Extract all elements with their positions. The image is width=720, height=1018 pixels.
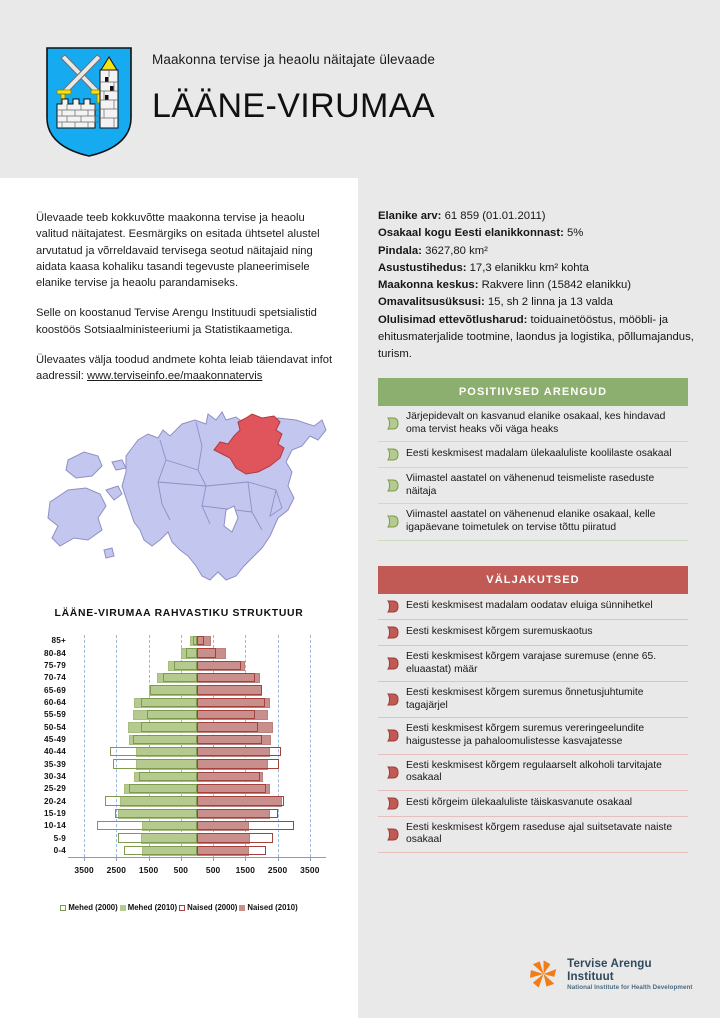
y-axis-tick-label: 60-64: [44, 697, 66, 707]
bar-men-2000: [141, 722, 197, 731]
legend-label: Mehed (2010): [127, 903, 178, 912]
y-axis-tick-label: 70-74: [44, 673, 66, 683]
fact-value: 17,3 elanikku km² kohta: [466, 261, 589, 274]
estonia-map: [30, 390, 360, 590]
list-item: [378, 620, 688, 646]
header-subtitle: Maakonna tervise ja heaolu näitajate ülevaade: [152, 52, 435, 67]
challenges-list: [378, 594, 688, 853]
list-item: [378, 594, 688, 620]
x-axis-tick: [149, 857, 150, 861]
bar-women-2000: [197, 772, 260, 781]
fact-label: Maakonna keskus:: [378, 279, 479, 292]
list-item-label: Eesti keskmisest kõrgem suremuskaotus: [406, 626, 593, 638]
bar-men-2000: [124, 846, 197, 855]
x-axis-tick: [213, 857, 214, 861]
fact-row: [378, 260, 700, 277]
fact-label: Asustustihedus:: [378, 261, 467, 274]
x-axis-tick: [181, 857, 182, 861]
bar-women-2000: [197, 710, 255, 719]
x-axis-tick-label: 2500: [267, 865, 288, 875]
tai-pinwheel-logo-icon: [528, 958, 559, 990]
fact-row: [378, 277, 700, 294]
list-item-label: Eesti keskmisest kõrgem raseduse ajal suitsetavate naiste osakaal: [406, 821, 673, 846]
red-arrow-bullet-icon: [378, 766, 406, 779]
list-item: [378, 406, 688, 442]
list-item-label: Eesti keskmisest kõrgem varajase suremuse (enne 65. eluaastat) määr: [406, 651, 657, 675]
intro-text-block: [36, 210, 336, 399]
fact-label: Olulisimad ettevõtlusharud:: [378, 313, 528, 326]
legend-item: [179, 903, 237, 912]
x-axis-tick-label: 1500: [138, 865, 159, 875]
y-axis-tick-label: 40-44: [44, 747, 66, 757]
list-item: [378, 646, 688, 682]
list-item-label: Eesti keskmisest madalam oodatav eluiga sünnihetkel: [406, 600, 653, 612]
list-item: [378, 718, 688, 754]
y-axis-tick-label: 15-19: [44, 808, 66, 818]
logo-name-en: National Institute for Health Development: [567, 984, 693, 991]
legend-swatch: [60, 905, 66, 911]
page-header: [0, 0, 720, 178]
red-arrow-bullet-icon: [378, 600, 406, 613]
bar-men-2000: [141, 698, 197, 707]
y-axis-tick-label: 80-84: [44, 648, 66, 658]
fact-value: 5%: [563, 227, 584, 240]
fact-label: Omavalitsusüksusi:: [378, 296, 485, 309]
bar-men-2000: [118, 833, 197, 842]
fact-value: 61 859 (01.01.2011): [441, 210, 546, 222]
red-arrow-bullet-icon: [378, 693, 406, 706]
legend-item: [239, 903, 297, 912]
green-arrow-bullet-icon: [378, 515, 406, 528]
x-axis-tick-label: 500: [205, 865, 221, 875]
chart-legend: [22, 897, 336, 915]
chart-y-axis-labels: [22, 635, 66, 857]
bar-women-2000: [197, 809, 278, 818]
footer-logo: [528, 957, 698, 995]
intro-paragraph-3: [36, 352, 336, 385]
list-item: [378, 504, 688, 540]
estonia-counties-map-icon: [30, 390, 360, 590]
legend-swatch: [179, 905, 185, 911]
red-arrow-bullet-icon: [386, 828, 399, 841]
coat-of-arms-icon: [45, 46, 133, 158]
fact-row: [378, 208, 700, 225]
fact-row: [378, 294, 700, 311]
green-arrow-bullet-icon: [386, 515, 399, 528]
logo-name-et: Tervise Arengu Instituut: [567, 957, 652, 983]
green-arrow-bullet-icon: [378, 448, 406, 461]
x-axis-tick-label: 1500: [235, 865, 256, 875]
legend-label: Naised (2000): [187, 903, 238, 912]
legend-swatch: [239, 905, 245, 911]
y-axis-tick-label: 30-34: [44, 771, 66, 781]
left-column: [0, 178, 358, 1018]
green-arrow-bullet-icon: [386, 479, 399, 492]
red-arrow-bullet-icon: [378, 797, 406, 810]
bar-men-2000: [113, 759, 197, 768]
bar-men-2000: [133, 735, 198, 744]
red-arrow-bullet-icon: [386, 657, 399, 670]
red-arrow-bullet-icon: [378, 729, 406, 742]
bar-men-2000: [129, 784, 197, 793]
chart-x-axis-line: [68, 857, 326, 858]
x-axis-tick: [245, 857, 246, 861]
red-arrow-bullet-icon: [378, 657, 406, 670]
list-item-label: Järjepidevalt on kasvanud elanike osakaal, kes hindavad oma tervist heaks või väga heaks: [406, 411, 666, 435]
list-item-label: Eesti keskmisest kõrgem regulaarselt alkoholi tarvitajate osakaal: [406, 759, 662, 784]
bar-women-2000: [197, 735, 262, 744]
page-title: LÄÄNE-VIRUMAA: [152, 87, 435, 125]
terviseinfo-link[interactable]: www.terviseinfo.ee/maakonnatervis: [87, 370, 263, 383]
fact-row: [378, 312, 700, 364]
bar-men-2000: [150, 685, 197, 694]
red-arrow-bullet-icon: [386, 797, 399, 810]
x-axis-tick-label: 3500: [300, 865, 320, 875]
y-axis-tick-label: 5-9: [53, 833, 66, 843]
bar-women-2000: [197, 636, 204, 645]
bar-women-2000: [197, 784, 266, 793]
bar-women-2000: [197, 821, 294, 830]
y-axis-tick-label: 50-54: [44, 722, 66, 732]
bar-men-2000: [105, 796, 197, 805]
list-item: [378, 791, 688, 817]
positive-developments-list: [378, 406, 688, 541]
list-item: [378, 682, 688, 718]
legend-label: Naised (2010): [247, 903, 298, 912]
fact-value: 3627,80 km²: [421, 244, 488, 257]
chart-gridline: [310, 635, 311, 857]
y-axis-tick-label: 25-29: [44, 784, 66, 794]
challenges-header: VÄLJAKUTSED: [378, 566, 688, 594]
red-arrow-bullet-icon: [386, 729, 399, 742]
legend-item: [60, 903, 117, 912]
green-arrow-bullet-icon: [386, 417, 399, 430]
legend-item: [120, 903, 177, 912]
legend-swatch: [120, 905, 126, 911]
bar-women-2000: [197, 833, 273, 842]
list-item-label: Viimastel aastatel on vähenenud teismeliste raseduste näitaja: [406, 473, 655, 497]
green-arrow-bullet-icon: [378, 417, 406, 430]
bar-women-2000: [197, 698, 265, 707]
y-axis-tick-label: 35-39: [44, 759, 66, 769]
bar-women-2000: [197, 747, 281, 756]
green-arrow-bullet-icon: [378, 479, 406, 492]
x-axis-tick: [310, 857, 311, 861]
list-item-label: Eesti keskmisest kõrgem suremus õnnetusjuhtumite tagajärjel: [406, 687, 644, 711]
fact-label: Elanike arv:: [378, 210, 442, 222]
positive-developments-section: [378, 378, 688, 541]
x-axis-tick-label: 2500: [106, 865, 127, 875]
list-item: [378, 817, 688, 853]
red-arrow-bullet-icon: [386, 766, 399, 779]
x-axis-tick: [116, 857, 117, 861]
population-pyramid-chart: [0, 608, 358, 938]
fact-row: [378, 225, 700, 242]
x-axis-tick-label: 3500: [74, 865, 94, 875]
bar-men-2000: [186, 648, 197, 657]
chart-x-axis-tick-labels: [68, 865, 326, 881]
bar-men-2000: [97, 821, 197, 830]
bar-women-2000: [197, 846, 266, 855]
bar-men-2000: [110, 747, 197, 756]
list-item-label: Eesti keskmisest kõrgem suremus vereringeelundite haigustesse ja pahaloomulistesse kasvajatesse: [406, 723, 645, 747]
positive-developments-header: POSITIIVSED ARENGUD: [378, 378, 688, 406]
list-item-label: Eesti kõrgeim ülekaaluliste täiskasvanute osakaal: [406, 796, 633, 808]
red-arrow-bullet-icon: [378, 626, 406, 639]
y-axis-tick-label: 20-24: [44, 796, 66, 806]
chart-gridline: [84, 635, 85, 857]
intro-paragraph-3-text: Ülevaates välja toodud andmete kohta leiab täiendavat infot aadressil:: [36, 354, 333, 383]
bar-women-2000: [197, 661, 241, 670]
red-arrow-bullet-icon: [378, 828, 406, 841]
bar-women-2000: [197, 673, 255, 682]
legend-label: Mehed (2000): [68, 903, 118, 912]
red-arrow-bullet-icon: [386, 693, 399, 706]
y-axis-tick-label: 55-59: [44, 710, 66, 720]
fact-row: [378, 243, 700, 260]
y-axis-tick-label: 85+: [51, 636, 66, 646]
fact-value: 15, sh 2 linna ja 13 valda: [484, 296, 613, 309]
county-facts-list: [378, 208, 700, 364]
fact-value: Rakvere linn (15842 elanikku): [478, 279, 632, 292]
bar-women-2000: [197, 722, 258, 731]
bar-women-2000: [197, 685, 262, 694]
fact-label: Osakaal kogu Eesti elanikkonnast:: [378, 227, 564, 240]
x-axis-tick-label: 500: [173, 865, 189, 875]
bar-men-2000: [174, 661, 197, 670]
list-item-label: Eesti keskmisest madalam ülekaaluliste koolilaste osakaal: [406, 448, 672, 460]
bar-women-2000: [197, 759, 279, 768]
chart-plot-area: [68, 635, 326, 857]
x-axis-tick: [84, 857, 85, 861]
x-axis-tick: [278, 857, 279, 861]
y-axis-tick-label: 65-69: [44, 685, 66, 695]
y-axis-tick-label: 0-4: [53, 845, 66, 855]
challenges-section: [378, 566, 688, 853]
bar-men-2000: [139, 772, 197, 781]
right-column: [358, 178, 720, 1018]
fact-value: toiduainetööstus, mööbli- ja ehitusmaterjalide tootmine, laondus ja logistika, põllumajandus, turism.: [378, 313, 694, 361]
green-arrow-bullet-icon: [386, 448, 399, 461]
y-axis-tick-label: 10-14: [44, 821, 66, 831]
y-axis-tick-label: 45-49: [44, 734, 66, 744]
bar-men-2000: [115, 809, 197, 818]
list-item: [378, 442, 688, 468]
bar-women-2000: [197, 648, 216, 657]
bar-women-2000: [197, 796, 284, 805]
intro-paragraph-1: Ülevaade teeb kokkuvõtte maakonna tervise ja heaolu valitud näitajatest. Eesmärgiks on esitada ühtsetel alustel arvutatud ja võrreldavaid tervisega seotud näitajaid ning aidata kaasa kohaliku tasandi tegevuste planeerimisele elanike tervise ja heaolu parandamiseks.: [36, 212, 320, 290]
chart-title: LÄÄNE-VIRUMAA RAHVASTIKU STRUKTUUR: [54, 608, 304, 619]
bar-men-2000: [163, 673, 197, 682]
red-arrow-bullet-icon: [386, 626, 399, 639]
intro-paragraph-2: Selle on koostanud Tervise Arengu Instituudi spetsialistid koostöös Sotsiaalministeeriumi ja Statistikaametiga.: [36, 307, 317, 336]
red-arrow-bullet-icon: [386, 600, 399, 613]
list-item: [378, 468, 688, 504]
list-item-label: Viimastel aastatel on vähenenud elanike osakaal, kelle igapäevane toimetulek on tervise tõttu piiratud: [406, 509, 656, 533]
y-axis-tick-label: 75-79: [44, 660, 66, 670]
bar-men-2000: [147, 710, 197, 719]
fact-label: Pindala:: [378, 244, 422, 257]
list-item: [378, 755, 688, 791]
